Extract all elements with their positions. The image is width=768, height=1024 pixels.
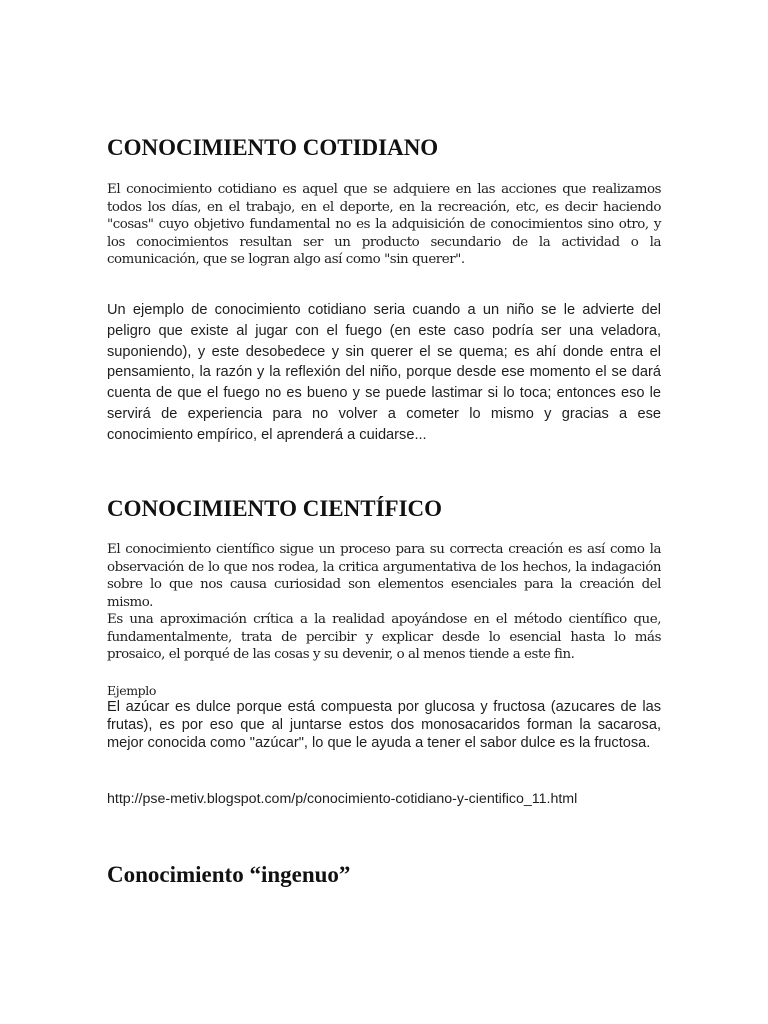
cotidiano-definition-paragraph: El conocimiento cotidiano es aquel que se adquiere en las acciones que realizamos todos los días, en el trabajo, en el deporte, en la recreación, etc, es decir haciendo "cosas" cuyo objetivo fundamental no es la adquisición de conocimientos sino otro, y los conocimientos resultan ser un producto secundario de la actividad o la comunicación, que se logran algo así como "sin querer".	[107, 182, 661, 267]
cientifico-definition-paragraph-1: El conocimiento científico sigue un proceso para su correcta creación es así como la observación de lo que nos rodea, la critica argumentativa de los hechos, la indagación sobre lo que nos causa curiosidad son elementos esenciales para la creación del mismo.	[107, 542, 661, 610]
source-url-link[interactable]: http://pse-metiv.blogspot.com/p/conocimiento-cotidiano-y-cientifico_11.html	[107, 791, 578, 807]
heading-conocimiento-ingenuo: Conocimiento “ingenuo”	[107, 862, 351, 887]
cientifico-definition-paragraph-2: Es una aproximación crítica a la realidad apoyándose en el método científico que, fundamentalmente, trata de percibir y explicar desde lo esencial hasta lo más prosaico, el porqué de las cosas y su devenir, o al menos tiende a este fin.	[107, 612, 661, 662]
cientifico-example-paragraph: El azúcar es dulce porque está compuesta por glucosa y fructosa (azucares de las frutas), es por eso que al juntarse estos dos monosacaridos forman la sacarosa, mejor conocida como "azúcar", lo que le ayuda a tener el sabor dulce es la fructosa.	[107, 699, 661, 751]
cotidiano-example-paragraph: Un ejemplo de conocimiento cotidiano seria cuando a un niño se le advierte del peligro que existe al jugar con el fuego (en este caso podría ser una veladora, suponiendo), y este desobedece y sin querer el se quema; es ahí donde entra el pensamiento, la razón y la reflexión del niño, porque desde ese momento el se dará cuenta de que el fuego no es bueno y se puede lastimar si lo toca; entonces eso le servirá de experiencia para no volver a cometer lo mismo y gracias a ese conocimiento empírico, el aprenderá a cuidarse...	[107, 302, 661, 443]
heading-conocimiento-cotidiano: CONOCIMIENTO COTIDIANO	[107, 135, 439, 160]
heading-conocimiento-cientifico: CONOCIMIENTO CIENTÍFICO	[107, 496, 443, 521]
example-label: Ejemplo	[107, 683, 156, 698]
